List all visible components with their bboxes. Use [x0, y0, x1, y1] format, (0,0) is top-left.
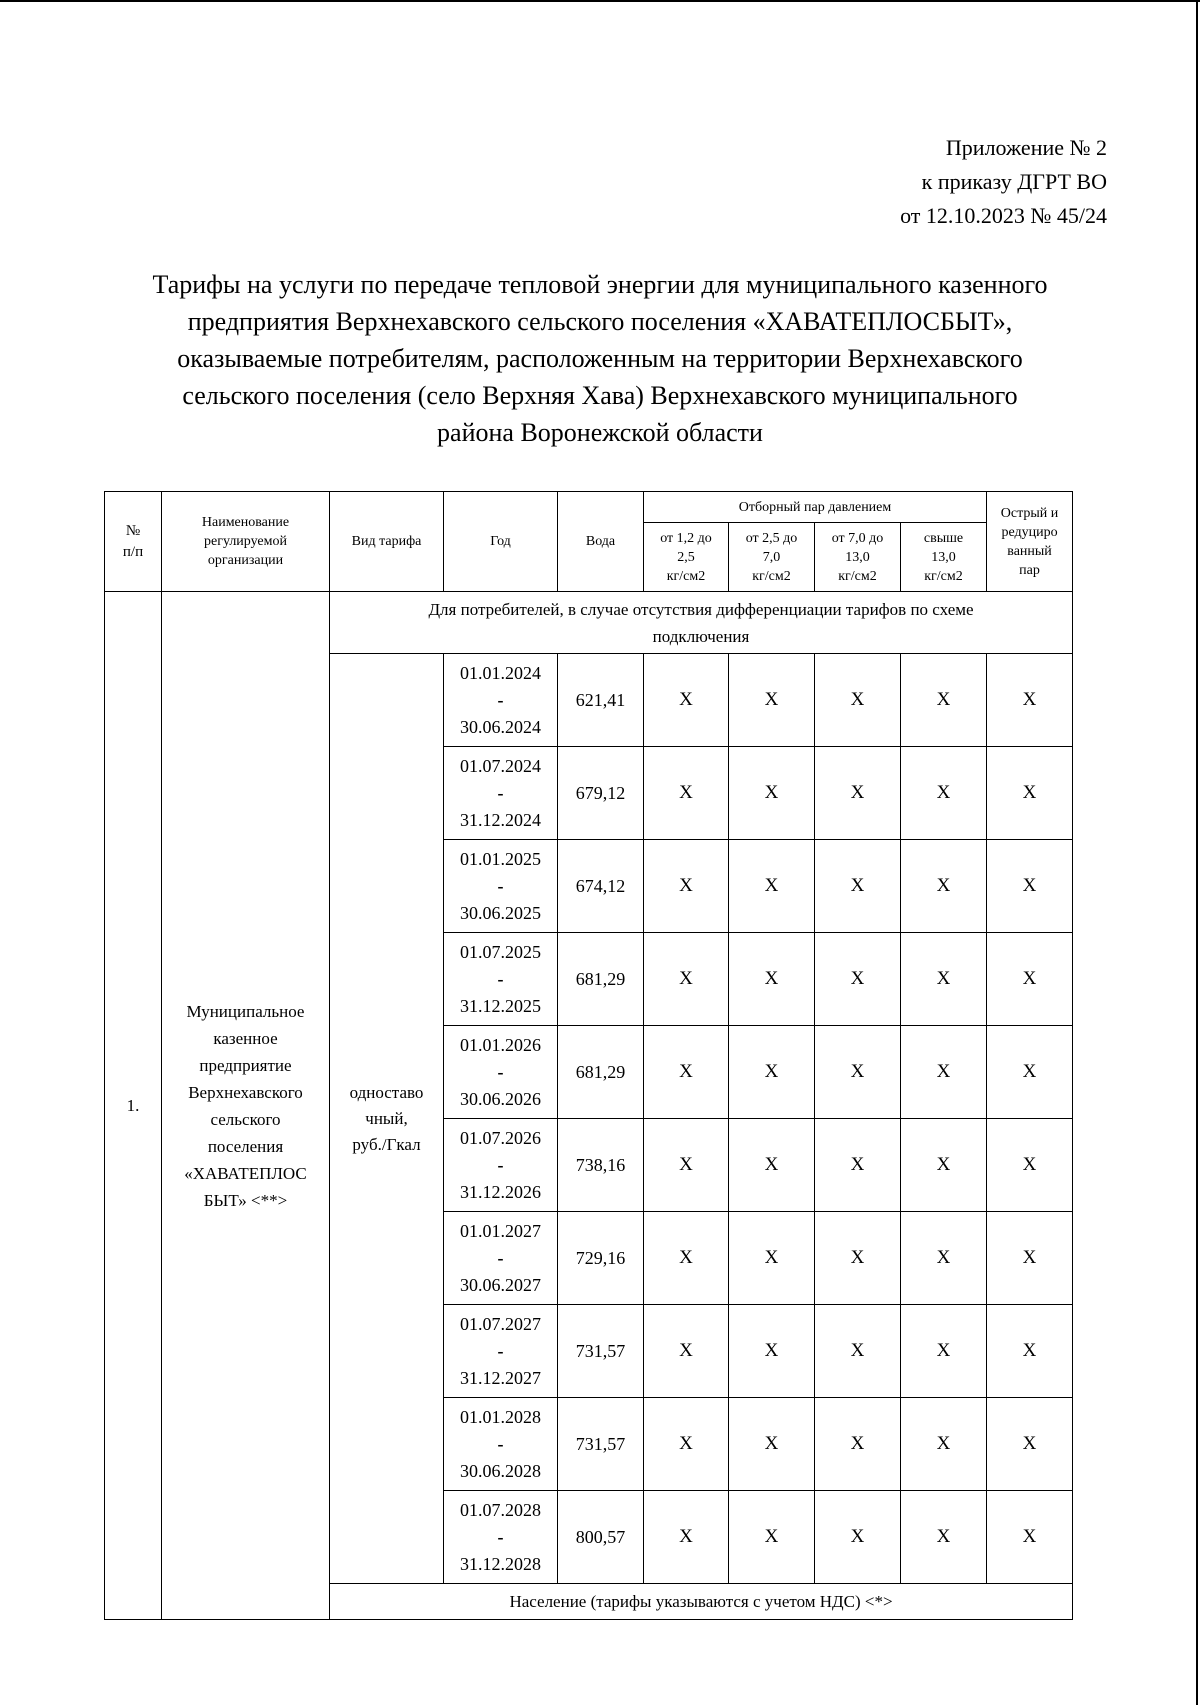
water-value: 731,57	[558, 1398, 644, 1491]
period-cell	[444, 1119, 558, 1212]
period-to: 30.06.2028	[460, 1460, 541, 1481]
title-line-3: оказываемые потребителям, расположенным на территории Верхнехавского	[177, 344, 1023, 373]
not-applicable-cell-2: X	[729, 840, 815, 933]
not-applicable-cell-3: X	[815, 1026, 901, 1119]
period-to: 31.12.2026	[460, 1181, 541, 1202]
not-applicable-cell-4: X	[901, 1026, 987, 1119]
period-cell	[444, 933, 558, 1026]
period-from: 01.07.2026	[460, 1127, 541, 1148]
not-applicable-cell-4: X	[901, 747, 987, 840]
period-from: 01.07.2025	[460, 941, 541, 962]
section-general-consumers: Для потребителей, в случае отсутствия дифференциации тарифов по схеме подключения	[330, 592, 1073, 654]
period-from: 01.07.2027	[460, 1313, 541, 1334]
header-org: Наименование регулируемой организации	[162, 492, 330, 592]
not-applicable-cell-5: X	[987, 654, 1073, 747]
not-applicable-cell-5: X	[987, 1119, 1073, 1212]
period-to: 30.06.2025	[460, 902, 541, 923]
not-applicable-cell-2: X	[729, 1026, 815, 1119]
period-from: 01.01.2028	[460, 1406, 541, 1427]
title-line-4: сельского поселения (село Верхняя Хава) Верхнехавского муниципального	[182, 381, 1018, 410]
title-line-2: предприятия Верхнехавского сельского поселения «ХАВАТЕПЛОСБЫТ»,	[187, 307, 1013, 336]
not-applicable-cell-3: X	[815, 933, 901, 1026]
period-dash: -	[497, 1061, 504, 1082]
water-value: 621,41	[558, 654, 644, 747]
tariff-type: одноставо чный, руб./Гкал	[330, 654, 444, 1584]
period-dash: -	[497, 1526, 504, 1547]
period-dash: -	[497, 875, 504, 896]
header-pressure-4: свыше 13,0 кг/см2	[901, 523, 987, 592]
water-value: 731,57	[558, 1305, 644, 1398]
water-value: 681,29	[558, 1026, 644, 1119]
not-applicable-cell-3: X	[815, 654, 901, 747]
not-applicable-cell-1: X	[644, 933, 729, 1026]
water-value: 729,16	[558, 1212, 644, 1305]
period-dash: -	[497, 1154, 504, 1175]
header-pressure-2: от 2,5 до 7,0 кг/см2	[729, 523, 815, 592]
not-applicable-cell-5: X	[987, 747, 1073, 840]
period-from: 01.01.2024	[460, 662, 541, 683]
not-applicable-cell-1: X	[644, 1398, 729, 1491]
organization-name: Муниципальное казенное предприятие Верхнехавского сельского поселения «ХАВАТЕПЛОС БЫТ» <**>	[162, 592, 330, 1620]
period-from: 01.01.2027	[460, 1220, 541, 1241]
not-applicable-cell-3: X	[815, 1119, 901, 1212]
title-line-5: района Воронежской области	[437, 418, 763, 447]
header-year: Год	[444, 492, 558, 592]
period-cell	[444, 1491, 558, 1584]
not-applicable-cell-5: X	[987, 1398, 1073, 1491]
period-cell	[444, 1305, 558, 1398]
not-applicable-cell-1: X	[644, 747, 729, 840]
not-applicable-cell-2: X	[729, 747, 815, 840]
not-applicable-cell-5: X	[987, 1491, 1073, 1584]
not-applicable-cell-4: X	[901, 840, 987, 933]
not-applicable-cell-3: X	[815, 1398, 901, 1491]
period-from: 01.07.2024	[460, 755, 541, 776]
not-applicable-cell-2: X	[729, 1305, 815, 1398]
period-dash: -	[497, 1433, 504, 1454]
section-row-general	[105, 592, 1073, 654]
not-applicable-cell-3: X	[815, 1212, 901, 1305]
not-applicable-cell-5: X	[987, 1305, 1073, 1398]
period-from: 01.01.2025	[460, 848, 541, 869]
not-applicable-cell-1: X	[644, 654, 729, 747]
period-dash: -	[497, 1247, 504, 1268]
period-cell	[444, 1398, 558, 1491]
title-line-1: Тарифы на услуги по передаче тепловой энергии для муниципального казенного	[152, 270, 1048, 299]
period-cell	[444, 1212, 558, 1305]
not-applicable-cell-4: X	[901, 654, 987, 747]
not-applicable-cell-1: X	[644, 840, 729, 933]
period-to: 31.12.2027	[460, 1367, 541, 1388]
period-dash: -	[497, 782, 504, 803]
not-applicable-cell-3: X	[815, 1305, 901, 1398]
not-applicable-cell-2: X	[729, 933, 815, 1026]
tariff-table	[104, 491, 1073, 1620]
header-pressure-1: от 1,2 до 2,5 кг/см2	[644, 523, 729, 592]
not-applicable-cell-1: X	[644, 1119, 729, 1212]
header-num: № п/п	[105, 492, 162, 592]
not-applicable-cell-4: X	[901, 1305, 987, 1398]
header-row-1	[105, 492, 1073, 523]
not-applicable-cell-1: X	[644, 1491, 729, 1584]
not-applicable-cell-4: X	[901, 1212, 987, 1305]
period-dash: -	[497, 689, 504, 710]
header-water: Вода	[558, 492, 644, 592]
not-applicable-cell-1: X	[644, 1305, 729, 1398]
period-from: 01.01.2026	[460, 1034, 541, 1055]
appendix-line-3: от 12.10.2023 № 45/24	[900, 203, 1107, 228]
not-applicable-cell-4: X	[901, 1398, 987, 1491]
period-cell	[444, 654, 558, 747]
header-steam-group: Отборный пар давлением	[644, 492, 987, 523]
header-pressure-3: от 7,0 до 13,0 кг/см2	[815, 523, 901, 592]
period-cell	[444, 840, 558, 933]
not-applicable-cell-2: X	[729, 1212, 815, 1305]
header-sharp-steam: Острый и редуциро ванный пар	[987, 492, 1073, 592]
period-cell	[444, 1026, 558, 1119]
period-dash: -	[497, 1340, 504, 1361]
water-value: 800,57	[558, 1491, 644, 1584]
period-cell	[444, 747, 558, 840]
not-applicable-cell-1: X	[644, 1212, 729, 1305]
period-to: 30.06.2024	[460, 716, 541, 737]
not-applicable-cell-5: X	[987, 840, 1073, 933]
period-to: 30.06.2027	[460, 1274, 541, 1295]
not-applicable-cell-5: X	[987, 1212, 1073, 1305]
water-value: 679,12	[558, 747, 644, 840]
not-applicable-cell-4: X	[901, 1491, 987, 1584]
not-applicable-cell-4: X	[901, 1119, 987, 1212]
appendix-line-1: Приложение № 2	[945, 135, 1107, 160]
page-border-top	[0, 0, 1200, 2]
not-applicable-cell-5: X	[987, 1026, 1073, 1119]
period-to: 31.12.2024	[460, 809, 541, 830]
appendix-line-2: к приказу ДГРТ ВО	[921, 169, 1107, 194]
period-from: 01.07.2028	[460, 1499, 541, 1520]
water-value: 681,29	[558, 933, 644, 1026]
not-applicable-cell-3: X	[815, 1491, 901, 1584]
not-applicable-cell-4: X	[901, 933, 987, 1026]
not-applicable-cell-5: X	[987, 933, 1073, 1026]
section-population: Население (тарифы указываются с учетом НДС) <*>	[330, 1584, 1073, 1620]
water-value: 674,12	[558, 840, 644, 933]
period-to: 31.12.2025	[460, 995, 541, 1016]
not-applicable-cell-2: X	[729, 1491, 815, 1584]
not-applicable-cell-2: X	[729, 1398, 815, 1491]
header-tariff-type: Вид тарифа	[330, 492, 444, 592]
document-title	[100, 266, 1100, 451]
water-value: 738,16	[558, 1119, 644, 1212]
not-applicable-cell-1: X	[644, 1026, 729, 1119]
period-dash: -	[497, 968, 504, 989]
row-number: 1.	[105, 592, 162, 1620]
period-to: 31.12.2028	[460, 1553, 541, 1574]
not-applicable-cell-3: X	[815, 747, 901, 840]
not-applicable-cell-3: X	[815, 840, 901, 933]
not-applicable-cell-2: X	[729, 654, 815, 747]
period-to: 30.06.2026	[460, 1088, 541, 1109]
appendix-reference	[900, 131, 1107, 233]
not-applicable-cell-2: X	[729, 1119, 815, 1212]
page-border-right	[1196, 0, 1198, 1705]
